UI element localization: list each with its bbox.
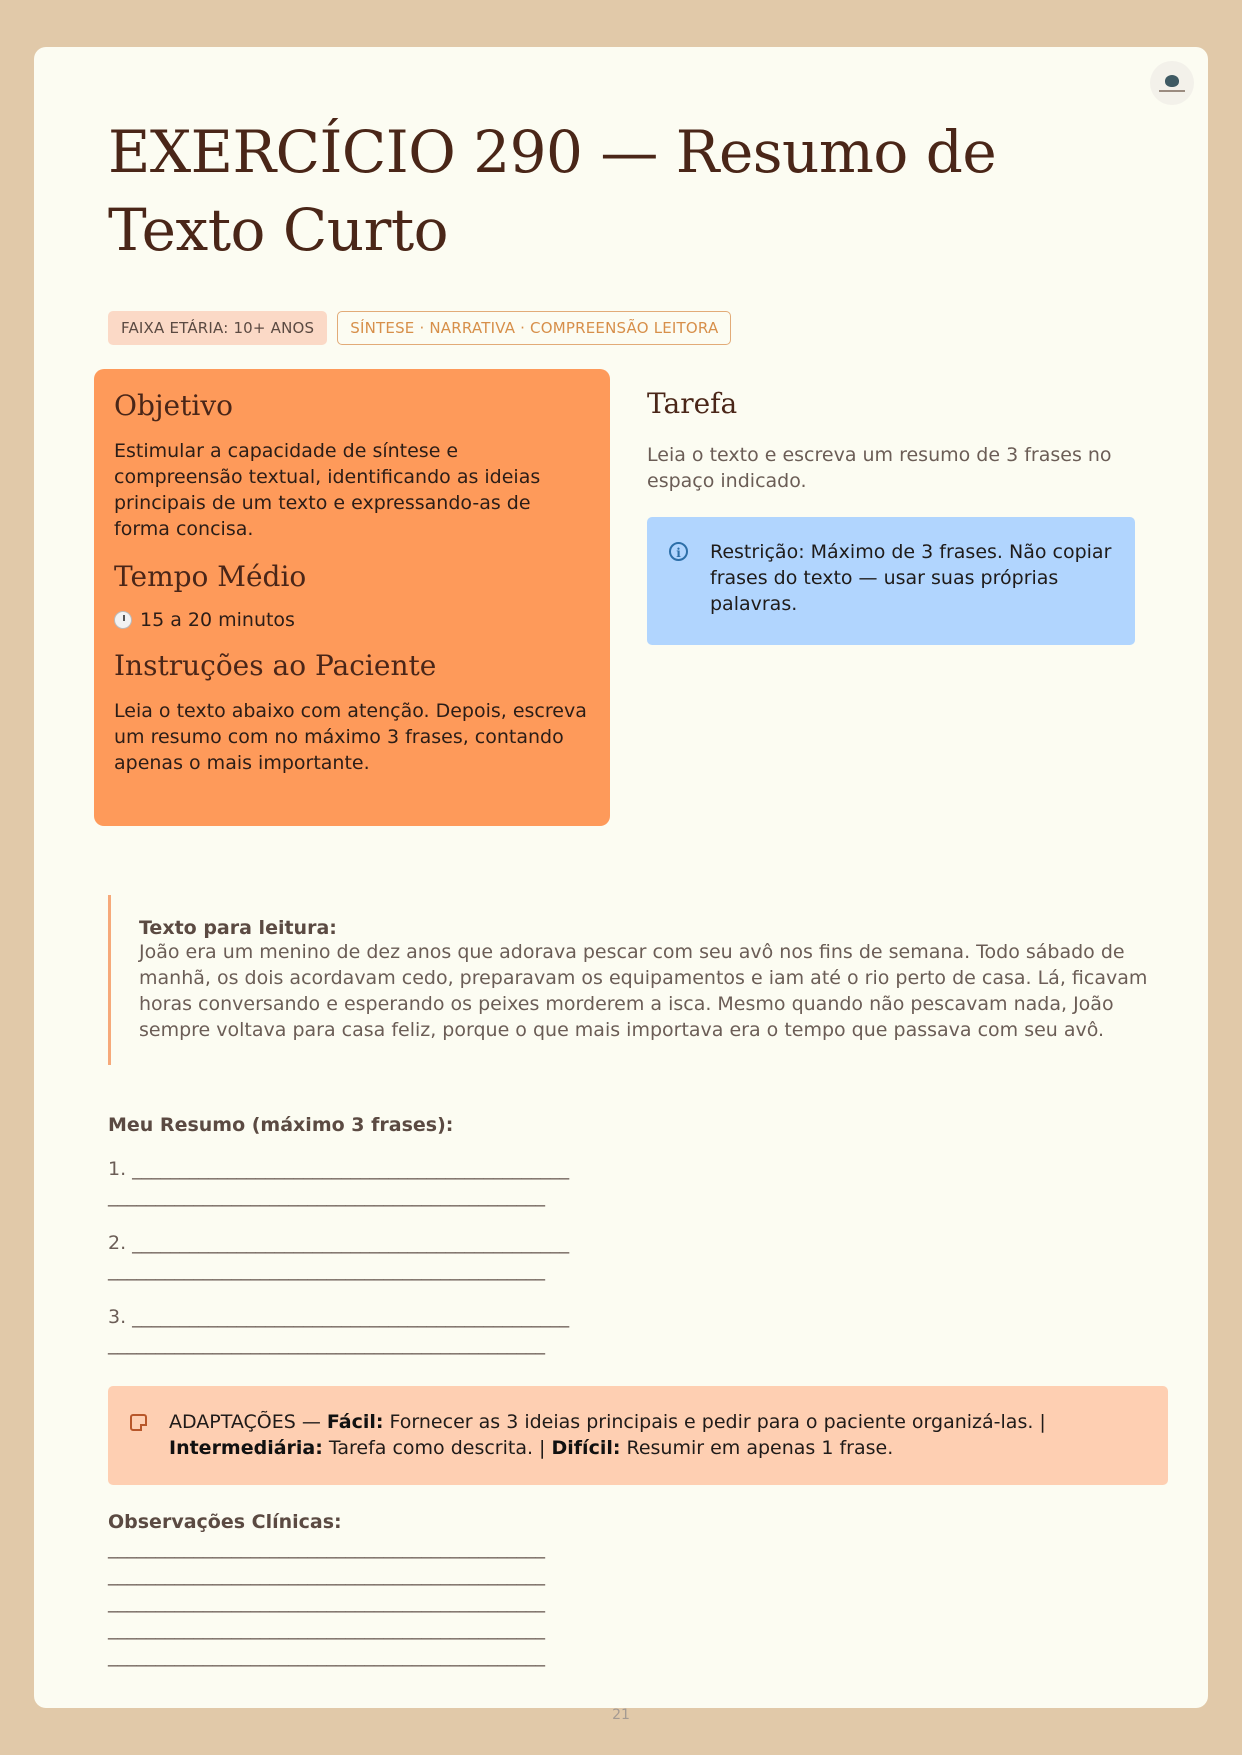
time-row	[114, 609, 590, 631]
restriction-callout	[647, 517, 1135, 645]
instructions-heading: Instruções ao Paciente	[114, 649, 437, 682]
tag-row	[108, 311, 731, 345]
page-number: 21	[612, 1707, 630, 1723]
time-text: 15 a 20 minutos	[140, 609, 295, 631]
time-heading: Tempo Médio	[114, 560, 307, 593]
summary-section	[108, 1114, 808, 1378]
age-badge: FAIXA ETÁRIA: 10+ ANOS	[108, 311, 327, 345]
summary-line-3[interactable]: 3. ______________________________________________ ______________________________________________	[108, 1306, 570, 1355]
restriction-text: Restrição: Máximo de 3 frases. Não copiar frases do texto — usar suas próprias palavras.	[710, 541, 1112, 615]
brain-icon	[1165, 75, 1179, 87]
adaptations-prefix: ADAPTAÇÕES —	[169, 1411, 327, 1433]
intermediate-label: Intermediária:	[169, 1437, 323, 1459]
instructions-text: Leia o texto abaixo com atenção. Depois, escreva um resumo com no máximo 3 frases, contando apenas o mais importante.	[114, 700, 587, 774]
page-title: EXERCÍCIO 290 — Resumo de Texto Curto	[108, 118, 997, 264]
observation-line-4[interactable]: ______________________________________________	[108, 1618, 545, 1640]
info-icon: i	[669, 542, 688, 561]
observation-line-3[interactable]: ______________________________________________	[108, 1591, 545, 1613]
summary-line-2[interactable]: 2. ______________________________________________ ______________________________________________	[108, 1232, 570, 1281]
exercise-info-card	[94, 369, 610, 826]
reading-passage	[108, 895, 1158, 1065]
reading-text: João era um menino de dez anos que adorava pescar com seu avô nos fins de semana. Todo sábado de manhã, os dois acordavam cedo, preparavam os equipamentos e iam até o rio perto de casa. Lá, ficavam horas conversando e esperando os peixes morderem a isca. Mesmo quando não pescavam nada, João sempre voltava para casa feliz, porque o que mais importava era o tempo que passava com seu avô.	[139, 941, 1148, 1041]
skills-badge: SÍNTESE · NARRATIVA · COMPREENSÃO LEITORA	[337, 311, 731, 345]
task-text: Leia o texto e escreva um resumo de 3 frases no espaço indicado.	[647, 444, 1112, 492]
easy-label: Fácil:	[326, 1411, 384, 1433]
summary-heading: Meu Resumo (máximo 3 frases):	[108, 1114, 454, 1136]
easy-text: Fornecer as 3 ideias principais e pedir para o paciente organizá-las. |	[383, 1411, 1046, 1433]
adaptations-text	[169, 1409, 1146, 1461]
observation-line-5[interactable]: ______________________________________________	[108, 1645, 545, 1667]
reading-label: Texto para leitura:	[139, 917, 337, 939]
observations-heading: Observações Clínicas:	[108, 1511, 342, 1533]
note-icon	[130, 1414, 147, 1431]
hard-label: Difícil:	[551, 1437, 621, 1459]
intermediate-text: Tarefa como descrita. |	[322, 1437, 552, 1459]
logo	[1150, 61, 1194, 105]
summary-line-1[interactable]: 1. ______________________________________________ ______________________________________________	[108, 1158, 570, 1207]
task-heading: Tarefa	[647, 387, 738, 420]
task-section	[647, 387, 1167, 645]
objective-text: Estimular a capacidade de síntese e compreensão textual, identificando as ideias principais de um texto e expressando-as de forma concisa.	[114, 440, 541, 540]
observation-line-1[interactable]: ______________________________________________	[108, 1537, 545, 1559]
stopwatch-icon	[114, 611, 132, 629]
adaptations-callout	[108, 1386, 1168, 1485]
observation-line-2[interactable]: ______________________________________________	[108, 1564, 545, 1586]
logo-wordmark	[1159, 90, 1185, 92]
worksheet-page	[34, 47, 1208, 1723]
hard-text: Resumir em apenas 1 frase.	[620, 1437, 894, 1459]
observations-section	[108, 1511, 808, 1670]
objective-heading: Objetivo	[114, 389, 234, 422]
